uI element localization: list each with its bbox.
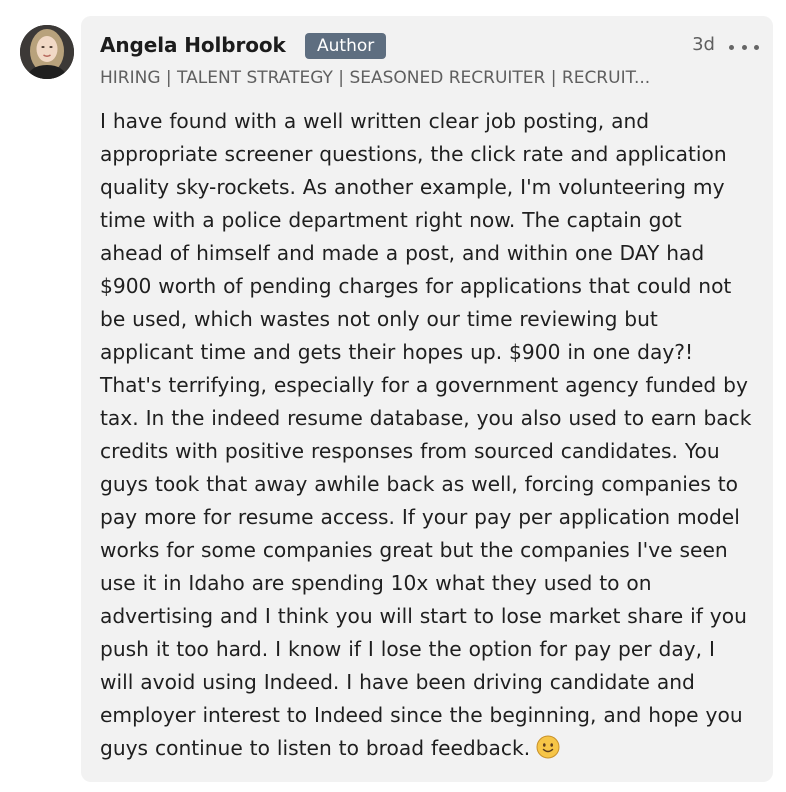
comment-body	[100, 105, 760, 765]
comment-text: I have found with a well written clear job posting, and appropriate screener questions, the click rate and application quality sky-rockets. As another example, I'm volunteering my time with a police department right now. The captain got ahead of himself and made a post, and within one DAY had $900 worth of pending charges for applications that could not be used, which wastes not only our time reviewing but applicant time and gets their hopes up. $900 in one day?! That's terrifying, especially for a government agency funded by tax. In the indeed resume database, you also used to earn back credits with positive responses from sourced candidates. You guys took that away awhile back as well, forcing companies to pay more for resume access. If your pay per application model works for some companies great but the companies I've seen use it in Idaho are spending 10x what they used to on advertising and I think you will start to lose market share if you push it too hard. I know if I lose the option for pay per day, I will avoid using Indeed. I have been driving candidate and employer interest to Indeed since the beginning, and hope you guys continue to listen to broad feedback.	[100, 109, 752, 760]
slightly-smiling-face-icon	[536, 735, 560, 759]
comment-header	[100, 32, 759, 62]
avatar[interactable]	[20, 25, 74, 79]
comment-bubble	[81, 16, 773, 782]
author-badge: Author	[305, 33, 386, 59]
dot	[729, 45, 734, 50]
profile-photo-icon	[20, 25, 74, 79]
dot	[742, 45, 747, 50]
dot	[754, 45, 759, 50]
reply-avatar-peek	[170, 786, 230, 792]
author-name[interactable]: Angela Holbrook	[100, 33, 286, 57]
author-headline: HIRING | TALENT STRATEGY | SEASONED RECRUITER | RECRUIT...	[100, 68, 651, 88]
comment-timestamp: 3d	[692, 34, 715, 55]
more-options-icon[interactable]	[729, 37, 759, 57]
